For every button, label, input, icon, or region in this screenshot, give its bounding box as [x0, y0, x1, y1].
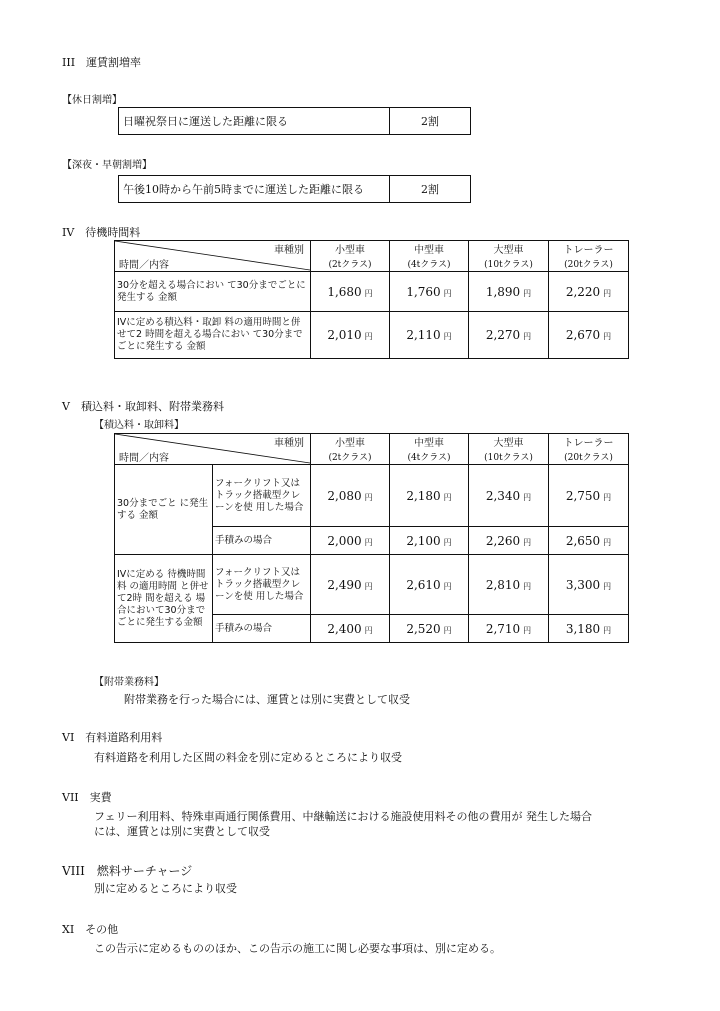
- yen-unit: 円: [603, 625, 612, 635]
- price-cell: [469, 465, 549, 527]
- section-7-text-2: には、運賃とは別に実費として収受: [94, 825, 270, 838]
- waiting-row-label: 30分を超える場合におい て30分までごとに発生する 金額: [115, 272, 311, 312]
- waiting-row-label: IVに定める積込料・取卸 料の適用時間と併せて2 時間を超える場合におい て30分までごとに発生する 金額: [115, 312, 311, 359]
- vehicle-large: 大型車: [469, 434, 549, 450]
- price-cell: [311, 272, 390, 312]
- price-cell: [469, 312, 549, 359]
- price-cell: [311, 312, 390, 359]
- night-desc: 午後10時から午前5時までに運送した距離に限る: [119, 176, 390, 203]
- vehicle-medium: 中型車: [390, 241, 469, 257]
- yen-unit: 円: [364, 537, 373, 547]
- vehicle-small: 小型車: [311, 434, 390, 450]
- price-value: 2,010: [327, 328, 362, 342]
- price-value: 2,710: [485, 621, 521, 636]
- price-cell: [311, 555, 390, 615]
- price-value: 3,300: [565, 577, 601, 592]
- class-large: (10tクラス): [469, 449, 549, 465]
- price-value: 2,100: [406, 533, 441, 548]
- price-value: 2,400: [327, 621, 362, 636]
- section-9-text: この告示に定めるもののほか、この告示の施工に関し必要な事項は、別に定める。: [94, 942, 501, 955]
- night-table: [118, 175, 471, 203]
- section-9-title: XI その他: [62, 923, 119, 936]
- price-cell: [549, 527, 629, 555]
- vehicle-trailer: トレーラー: [549, 241, 629, 257]
- header-diagonal: [114, 433, 312, 465]
- vehicle-type-header: 車種別: [115, 434, 311, 450]
- yen-unit: 円: [364, 625, 373, 635]
- holiday-label: 【休日割増】: [62, 95, 122, 106]
- section-3-title: III 運賃割増率: [62, 56, 142, 69]
- price-value: 2,650: [565, 533, 601, 548]
- holiday-rate: 2割: [390, 108, 471, 135]
- price-value: 2,340: [485, 488, 521, 503]
- section-4-title: IV 待機時間料: [62, 226, 141, 239]
- yen-unit: 円: [523, 332, 532, 341]
- vehicle-type-header: 車種別: [115, 241, 311, 257]
- loading-group-label: IVに定める 待機時間料 の適用時間 と併せて2時 間を超える 場合において30分まで ごとに発生する金額: [115, 555, 213, 643]
- price-cell: [390, 615, 469, 643]
- yen-unit: 円: [443, 288, 452, 298]
- loading-group-label: 30分までごと に発生する 金額: [115, 465, 213, 555]
- section-7-text-1: フェリー利用料、特殊車両通行関係費用、中継輸送における施設使用料その他の費用が 発生した場合: [94, 810, 592, 823]
- price-value: 2,080: [327, 488, 362, 503]
- yen-unit: 円: [603, 332, 612, 341]
- yen-unit: 円: [603, 537, 612, 547]
- section-6-text: 有料道路を利用した区間の料金を別に定めるところにより収受: [94, 751, 402, 764]
- class-trailer: (20tクラス): [549, 449, 629, 465]
- price-value: 1,680: [327, 284, 362, 299]
- yen-unit: 円: [523, 288, 532, 298]
- loading-method: 手積みの場合: [213, 615, 311, 643]
- yen-unit: 円: [443, 492, 452, 502]
- loading-method: フォークリフト又はトラック搭載型クレーンを使 用した場合: [213, 465, 311, 527]
- price-cell: [469, 555, 549, 615]
- price-value: 1,890: [485, 284, 521, 299]
- header-diagonal: [114, 240, 312, 272]
- loading-sub-label: 【積込料・取卸料】: [94, 420, 184, 431]
- loading-method: 手積みの場合: [213, 527, 311, 555]
- price-value: 2,670: [565, 328, 601, 342]
- section-8-text: 別に定めるところにより収受: [94, 882, 237, 895]
- yen-unit: 円: [364, 492, 373, 502]
- yen-unit: 円: [523, 492, 532, 502]
- loading-method: フォークリフト又はトラック搭載型クレーンを使 用した場合: [213, 555, 311, 615]
- yen-unit: 円: [603, 581, 612, 591]
- price-cell: [549, 615, 629, 643]
- yen-unit: 円: [364, 288, 373, 298]
- price-cell: [390, 312, 469, 359]
- price-value: 2,000: [327, 533, 362, 548]
- vehicle-medium: 中型車: [390, 434, 469, 450]
- price-value: 2,610: [406, 577, 441, 592]
- yen-unit: 円: [364, 581, 373, 591]
- price-value: 2,260: [485, 533, 521, 548]
- price-cell: [549, 312, 629, 359]
- yen-unit: 円: [364, 332, 373, 341]
- yen-unit: 円: [443, 332, 452, 341]
- yen-unit: 円: [443, 537, 452, 547]
- price-cell: [469, 527, 549, 555]
- section-5-title: V 積込料・取卸料、附帯業務料: [62, 400, 224, 413]
- price-cell: [549, 465, 629, 527]
- price-cell: [390, 465, 469, 527]
- yen-unit: 円: [523, 625, 532, 635]
- price-cell: [390, 272, 469, 312]
- night-label: 【深夜・早朝割増】: [62, 160, 152, 171]
- price-cell: [390, 555, 469, 615]
- price-value: 1,760: [406, 284, 441, 299]
- vehicle-small: 小型車: [311, 241, 390, 257]
- price-cell: [549, 555, 629, 615]
- price-value: 2,270: [485, 328, 521, 342]
- price-cell: [549, 272, 629, 312]
- yen-unit: 円: [603, 492, 612, 502]
- yen-unit: 円: [443, 581, 452, 591]
- price-cell: [311, 527, 390, 555]
- price-cell: [311, 465, 390, 527]
- class-medium: (4tクラス): [390, 256, 469, 272]
- holiday-table: [118, 107, 471, 135]
- price-value: 2,490: [327, 577, 362, 592]
- class-trailer: (20tクラス): [549, 256, 629, 272]
- yen-unit: 円: [443, 625, 452, 635]
- class-small: (2tクラス): [311, 449, 390, 465]
- price-value: 2,110: [406, 328, 441, 342]
- price-value: 2,810: [485, 577, 521, 592]
- futai-label: 【附帯業務料】: [94, 677, 164, 688]
- section-8-title: VIII 燃料サーチャージ: [62, 864, 193, 878]
- price-value: 2,220: [565, 284, 601, 299]
- yen-unit: 円: [603, 288, 612, 298]
- price-cell: [311, 615, 390, 643]
- price-cell: [469, 272, 549, 312]
- time-content-header: 時間／内容: [115, 449, 311, 465]
- section-6-title: VI 有料道路利用料: [62, 731, 163, 744]
- price-value: 2,520: [406, 621, 441, 636]
- price-cell: [469, 615, 549, 643]
- vehicle-trailer: トレーラー: [549, 434, 629, 450]
- vehicle-large: 大型車: [469, 241, 549, 257]
- holiday-desc: 日曜祝祭日に運送した距離に限る: [119, 108, 390, 135]
- price-value: 2,180: [406, 488, 441, 503]
- class-small: (2tクラス): [311, 256, 390, 272]
- price-value: 3,180: [565, 621, 601, 636]
- yen-unit: 円: [523, 581, 532, 591]
- night-rate: 2割: [390, 176, 471, 203]
- section-7-title: VII 実費: [62, 791, 112, 804]
- class-large: (10tクラス): [469, 256, 549, 272]
- price-cell: [390, 527, 469, 555]
- time-content-header: 時間／内容: [115, 256, 311, 272]
- yen-unit: 円: [523, 537, 532, 547]
- futai-text: 附帯業務を行った場合には、運賃とは別に実費として収受: [124, 693, 410, 706]
- class-medium: (4tクラス): [390, 449, 469, 465]
- price-value: 2,750: [565, 488, 601, 503]
